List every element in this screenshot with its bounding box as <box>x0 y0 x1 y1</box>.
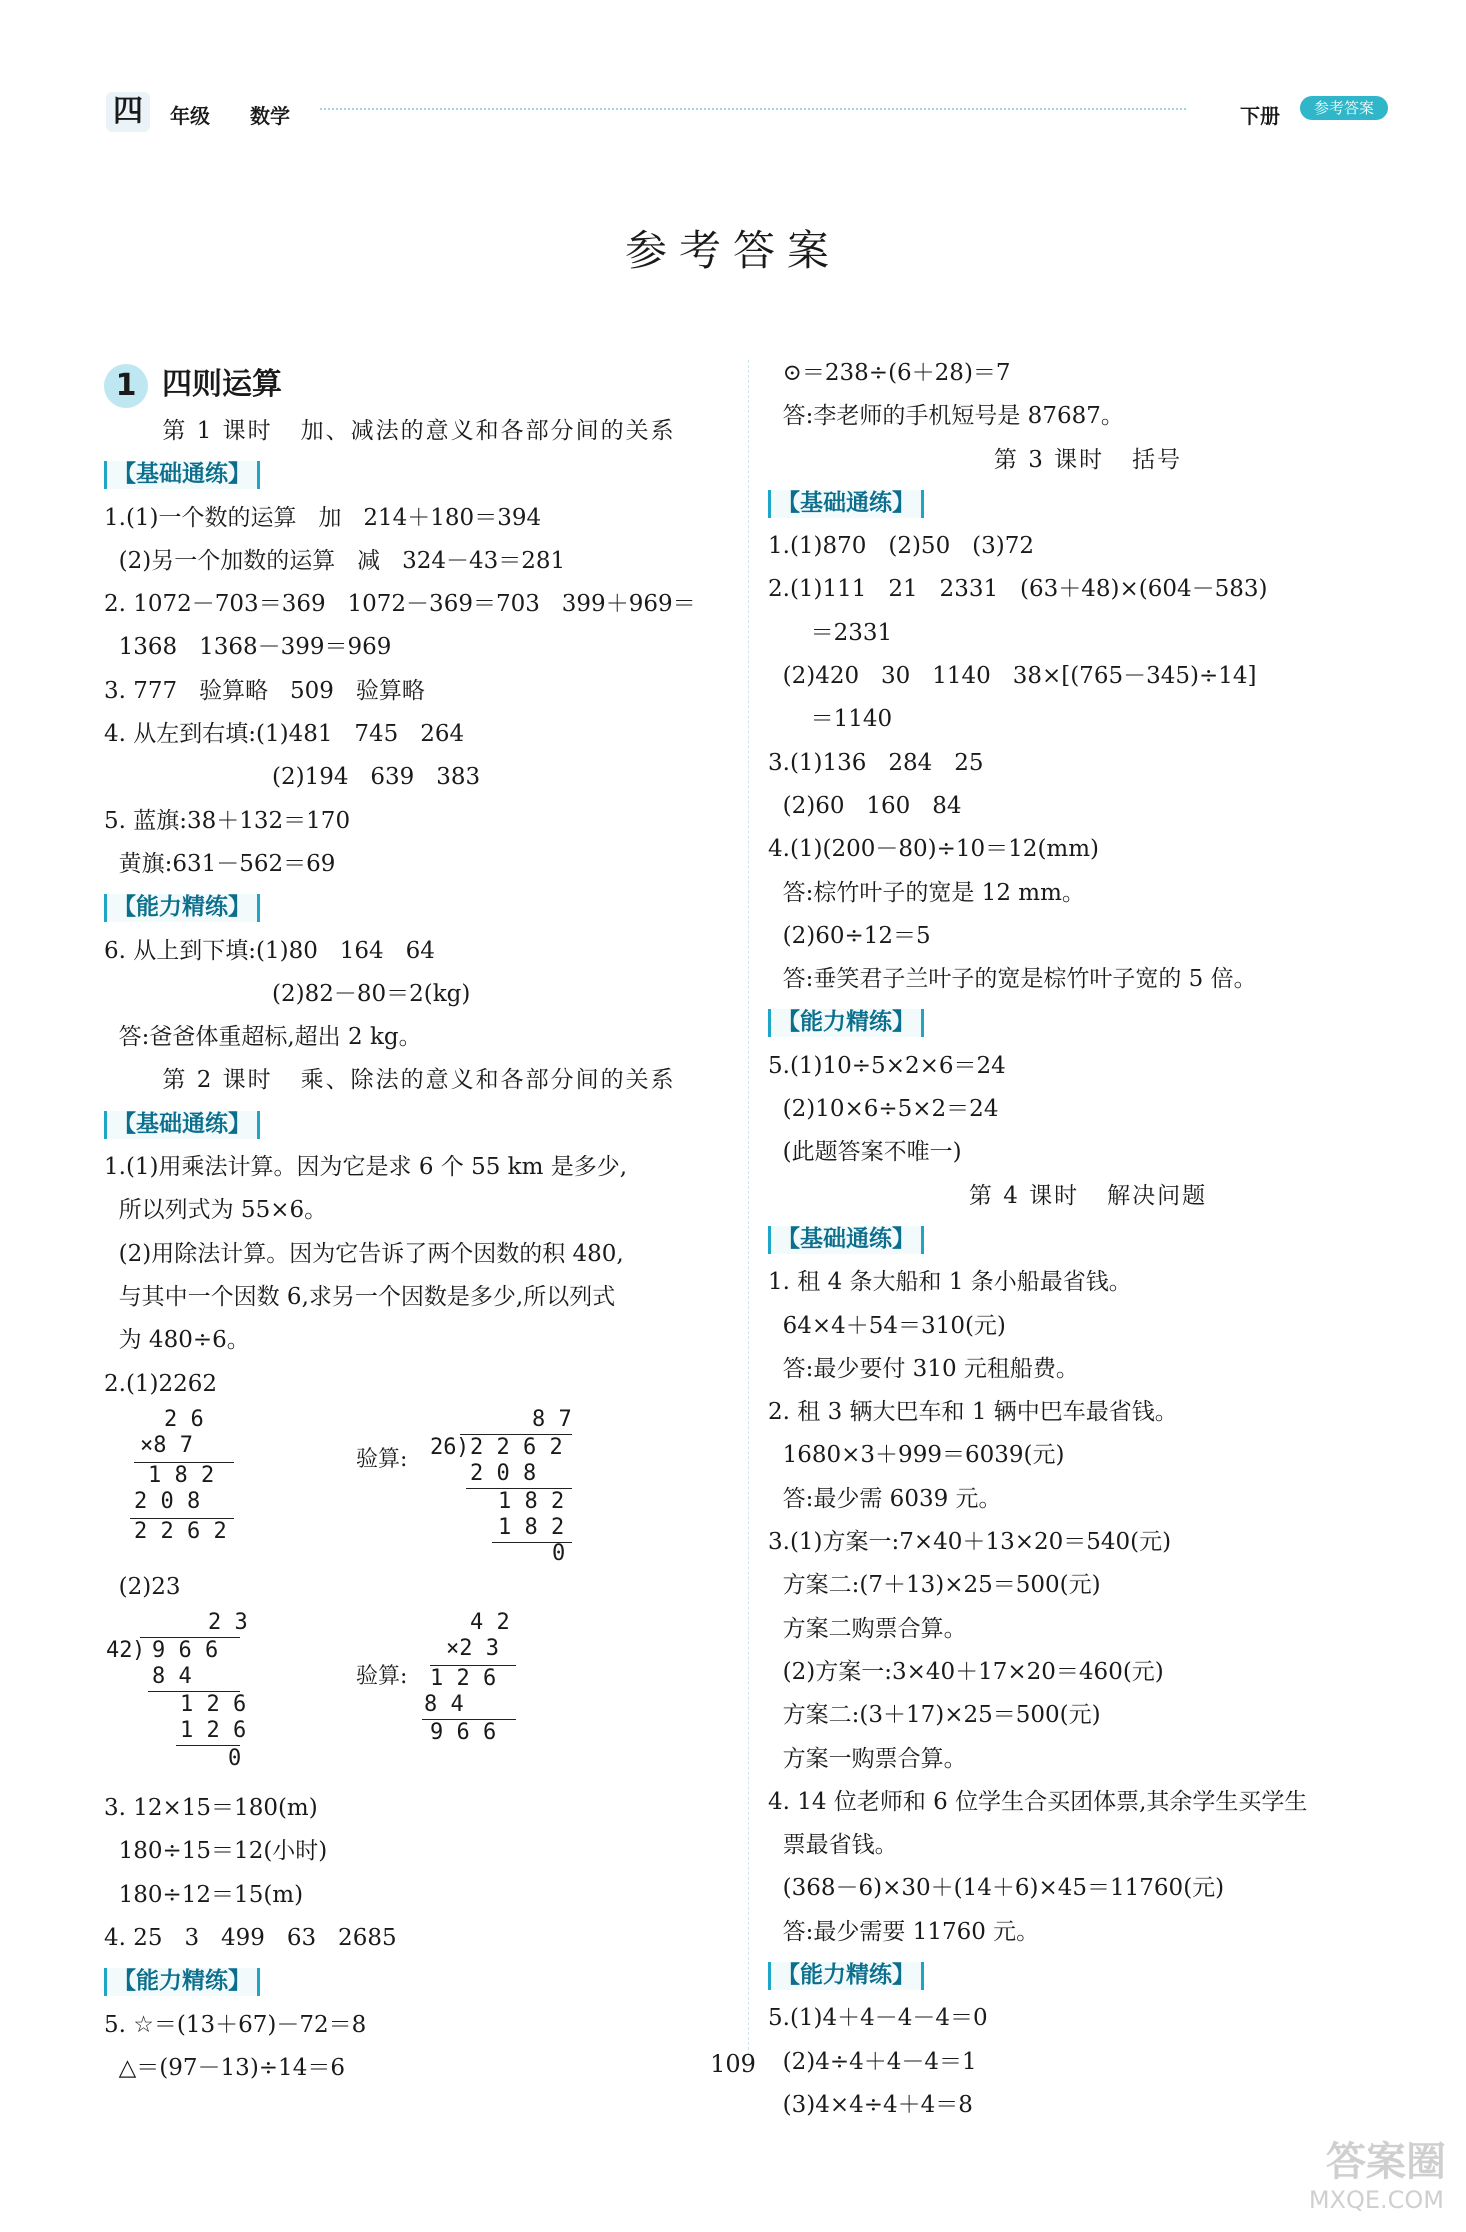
calc-digits: 8 7 <box>532 1406 572 1432</box>
answer-line: (2)60 160 84 <box>768 792 962 819</box>
answer-line: 票最省钱。 <box>768 1832 898 1859</box>
answer-line: 1. 租 4 条大船和 1 条小船最省钱。 <box>768 1269 1132 1296</box>
calc-digits: 9 6 6 <box>430 1720 497 1746</box>
answer-line: (2)方案一:3×40＋17×20＝460(元) <box>768 1658 1164 1685</box>
answer-line: (2)23 <box>104 1573 181 1600</box>
calc-digits: 1 8 2 <box>498 1514 565 1540</box>
answer-line: (368－6)×30＋(14＋6)×45＝11760(元) <box>768 1875 1225 1902</box>
verify-label: 验算: <box>356 1664 408 1690</box>
answer-line: 4.(1)(200－80)÷10＝12(mm) <box>768 836 1100 863</box>
answer-line: 4. 25 3 499 63 2685 <box>104 1925 397 1952</box>
answer-line: 与其中一个因数 6,求另一个因数是多少,所以列式 <box>104 1283 616 1310</box>
calc-digits: 2 6 <box>164 1406 204 1432</box>
lesson-title: 第 4 课时 解决问题 <box>968 1182 1208 1209</box>
page-number: 109 <box>710 2050 756 2078</box>
answer-line: 3.(1)136 284 25 <box>768 749 984 776</box>
subject-label: 数学 <box>250 104 290 128</box>
answer-line: 答:最少需 6039 元。 <box>768 1485 1002 1512</box>
answer-line: 答:最少要付 310 元租船费。 <box>768 1355 1079 1382</box>
calc-digits: 8 4 <box>152 1664 192 1690</box>
calc-digits: 42 <box>106 1638 133 1664</box>
answer-line: 5.(1)10÷5×2×6＝24 <box>768 1052 1006 1079</box>
answer-line: 为 480÷6。 <box>104 1327 250 1354</box>
calc-digits: 8 4 <box>424 1692 464 1718</box>
answer-line: ＝1140 <box>796 706 893 733</box>
tag-basic: 【基础通练】 <box>104 1111 260 1139</box>
section-number: 1 <box>104 364 148 408</box>
lesson-title: 第 1 课时 加、减法的意义和各部分间的关系 <box>162 418 676 444</box>
answer-line: 3.(1)方案一:7×40＋13×20＝540(元) <box>768 1529 1172 1556</box>
answer-line: 答:垂笑君子兰叶子的宽是棕竹叶子宽的 5 倍。 <box>768 966 1257 993</box>
watermark-url: MXQE.COM <box>1308 2186 1444 2214</box>
answer-line: 答:棕竹叶子的宽是 12 mm。 <box>768 879 1085 906</box>
volume-label: 下册 <box>1240 104 1280 128</box>
answer-line: 方案二购票合算。 <box>768 1615 967 1642</box>
section-title: 四则运算 <box>162 367 282 402</box>
answer-line: (2)194 639 383 <box>272 764 481 791</box>
calc-digits: 2 0 8 <box>470 1460 537 1486</box>
answer-line: 答:李老师的手机短号是 87687。 <box>768 403 1124 430</box>
answer-line: 答:最少需要 11760 元。 <box>768 1918 1040 1945</box>
calc-digits: 0 <box>552 1540 566 1566</box>
calc-digits: 1 8 2 <box>148 1462 215 1488</box>
answer-line: 5. 蓝旗:38＋132＝170 <box>104 807 351 834</box>
answer-line: 方案二:(3＋17)×25＝500(元) <box>768 1702 1101 1729</box>
lesson-title: 第 2 课时 乘、除法的意义和各部分间的关系 <box>162 1067 676 1094</box>
answer-line: 黄旗:631－562＝69 <box>104 850 336 877</box>
column-divider <box>748 360 749 2060</box>
calc-digits: 26 <box>430 1434 457 1460</box>
vertical-calculation: 2 3 42 ) 9 6 6 8 4 1 2 6 1 2 6 0 验算: 4 2 ×2 3 1 2 6 8 4 9 6 6 <box>104 1609 734 1787</box>
answer-line: (2)82－80＝2(kg) <box>272 980 471 1007</box>
grade-label: 年级 <box>170 104 210 128</box>
calc-digits: 2 2 6 2 <box>470 1434 563 1460</box>
calc-digits: 0 <box>228 1746 242 1772</box>
answer-line: 3. 12×15＝180(m) <box>104 1795 318 1822</box>
answer-line: 2. 租 3 辆大巴车和 1 辆中巴车最省钱。 <box>768 1399 1178 1426</box>
calc-digits: 1 2 6 <box>180 1692 247 1718</box>
tag-ability: 【能力精练】 <box>768 1962 924 1990</box>
vertical-calculation: 2 6 ×8 7 1 8 2 2 0 8 2 2 6 2 验算: 8 7 26 ) 2 2 6 2 2 0 8 1 8 2 1 8 2 0 <box>104 1406 734 1566</box>
answer-line: (2)用除法计算。因为它告诉了两个因数的积 480, <box>104 1240 624 1267</box>
answer-line: 180÷12＝15(m) <box>104 1881 304 1908</box>
calc-digits: 1 2 6 <box>180 1718 247 1744</box>
calc-digits: 1 2 6 <box>430 1666 497 1692</box>
answer-line: (3)4×4÷4＋4＝8 <box>768 2091 973 2118</box>
answer-line: 64×4＋54＝310(元) <box>768 1312 1006 1339</box>
tag-basic: 【基础通练】 <box>768 490 924 518</box>
answer-line: 6. 从上到下填:(1)80 164 64 <box>104 937 435 964</box>
calc-digits: 2 2 6 2 <box>134 1518 227 1544</box>
section-heading <box>104 360 734 410</box>
answer-line: △＝(97－13)÷14＝6 <box>104 2054 345 2081</box>
answer-line: ＝2331 <box>796 619 893 646</box>
answer-line: 4. 14 位老师和 6 位学生合买团体票,其余学生买学生 <box>768 1788 1308 1815</box>
answer-line: 180÷15＝12(小时) <box>104 1838 328 1865</box>
tag-ability: 【能力精练】 <box>768 1009 924 1037</box>
tag-basic: 【基础通练】 <box>768 1226 924 1254</box>
answer-line: 2.(1)2262 <box>104 1370 218 1397</box>
answer-line: 2.(1)111 21 2331 (63＋48)×(604－583) <box>768 576 1268 603</box>
answer-line: (2)另一个加数的运算 减 324－43＝281 <box>104 547 566 574</box>
lesson-title: 第 3 课时 括号 <box>993 446 1183 473</box>
calc-digits: 2 0 8 <box>134 1488 201 1514</box>
calc-digits: 2 3 <box>208 1610 248 1636</box>
page-title: 参考答案 <box>624 226 841 275</box>
tag-ability: 【能力精练】 <box>104 894 260 922</box>
calc-digits: ×2 3 <box>446 1636 499 1662</box>
answer-line: ⊙＝238÷(6＋28)＝7 <box>768 360 1011 386</box>
verify-label: 验算: <box>356 1446 408 1472</box>
answer-line: 方案二:(7＋13)×25＝500(元) <box>768 1572 1101 1599</box>
answer-line: 1.(1)870 (2)50 (3)72 <box>768 533 1034 560</box>
answer-line: 方案一购票合算。 <box>768 1745 967 1772</box>
left-column <box>104 360 734 2090</box>
answer-line: (2)420 30 1140 38×[(765－345)÷14] <box>768 663 1257 690</box>
answer-line: 1.(1)一个数的运算 加 214＋180＝394 <box>104 504 542 531</box>
answer-line: 答:爸爸体重超标,超出 2 kg。 <box>104 1024 422 1051</box>
answer-line: (2)4÷4＋4－4＝1 <box>768 2048 977 2075</box>
answer-line: 1.(1)用乘法计算。因为它是求 6 个 55 km 是多少, <box>104 1154 628 1181</box>
calc-digits: 4 2 <box>470 1610 510 1636</box>
answer-line: 3. 777 验算略 509 验算略 <box>104 677 425 704</box>
header-rule <box>320 108 1186 110</box>
calc-digits: 1 8 2 <box>498 1488 565 1514</box>
tag-ability: 【能力精练】 <box>104 1968 260 1996</box>
answer-line: 5. ☆＝(13＋67)－72＝8 <box>104 2011 367 2038</box>
answer-line: 1368 1368－399＝969 <box>104 634 392 661</box>
right-column <box>768 352 1408 2127</box>
answer-line: 5.(1)4＋4－4－4＝0 <box>768 2005 988 2032</box>
grade-badge: 四 <box>106 92 150 132</box>
answer-line: (2)10×6÷5×2＝24 <box>768 1096 999 1123</box>
answer-pill: 参考答案 <box>1300 96 1388 120</box>
watermark-logo: 答案圈 <box>1326 2139 1446 2185</box>
calc-digits: ×8 7 <box>140 1432 193 1458</box>
calc-digits: 9 6 6 <box>152 1638 219 1664</box>
answer-line: (此题答案不唯一) <box>768 1139 962 1166</box>
answer-line: 1680×3＋999＝6039(元) <box>768 1442 1065 1469</box>
answer-line: (2)60÷12＝5 <box>768 922 931 949</box>
tag-basic: 【基础通练】 <box>104 461 260 489</box>
answer-line: 4. 从左到右填:(1)481 745 264 <box>104 721 465 748</box>
answer-line: 所以列式为 55×6。 <box>104 1197 328 1224</box>
answer-line: 2. 1072－703＝369 1072－369＝703 399＋969＝ <box>104 591 696 618</box>
